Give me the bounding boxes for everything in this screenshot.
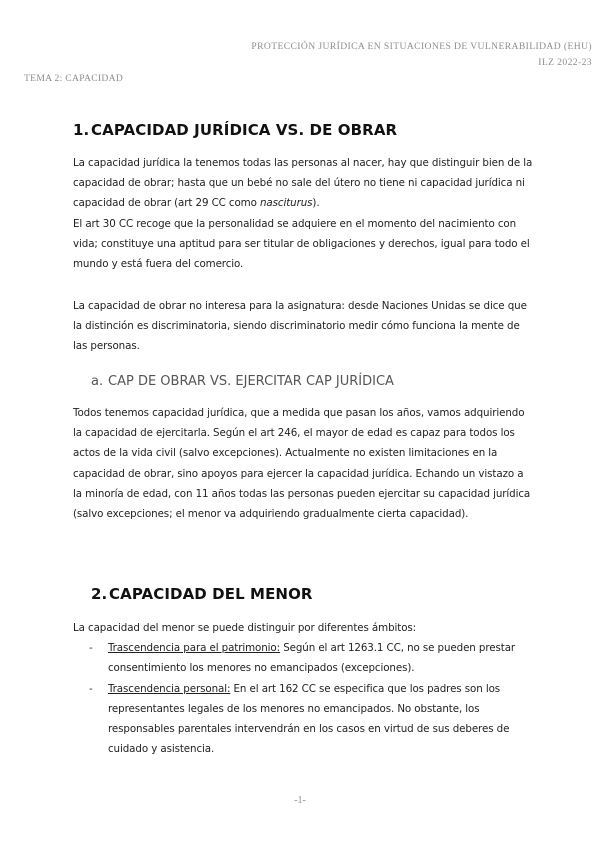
section-2-list: [73, 638, 533, 759]
subsection-a-heading: [91, 374, 551, 389]
section-1-paragraph-2: El art 30 CC recoge que la personalidad se adquiere en el momento del nacimiento con vida; constituye una aptitud para ser titular de obligaciones y derechos, igual para todo el mundo y está fuera del comercio.: [73, 217, 530, 271]
dash-bullet: -: [89, 682, 93, 695]
running-header-topic: TEMA 2: CAPACIDAD: [24, 73, 124, 84]
subsection-a-paragraph: Todos tenemos capacidad jurídica, que a medida que pasan los años, vamos adquiriendo la capacidad de ejercitarla. Según el art 246, el mayor de edad es capaz para todos los actos de la vida civil (salvo excepciones). Actualmente no existen limitaciones en la capacidad de obrar, sino apoyos para ejercer la capacidad jurídica. Echando un vistazo a la minoría de edad, con 11 años todas las personas pueden ejercitar su capacidad jurídica (salvo excepciones; el menor va adquiriendo gradualmente cierta capacidad).: [73, 407, 531, 521]
section-1-number: 1.: [73, 121, 90, 139]
section-1-title: CAPACIDAD JURÍDICA VS. DE OBRAR: [91, 121, 398, 139]
subsection-a-title: CAP DE OBRAR VS. EJERCITAR CAP JURÍDICA: [108, 374, 394, 389]
section-1-paragraph-3-wrap: [73, 296, 533, 357]
dash-bullet: -: [89, 642, 93, 655]
page-number: -1-: [294, 795, 306, 806]
list-item: [73, 638, 533, 678]
subsection-a-body: [73, 403, 533, 524]
paragraph-text: ).: [312, 197, 320, 210]
section-2-body: [73, 618, 533, 759]
section-2-title: CAPACIDAD DEL MENOR: [109, 585, 313, 603]
paragraph-text: La capacidad jurídica la tenemos todas las personas al nacer, hay que distinguir bien de la capacidad de obrar; hasta que un bebé no sale del útero no tiene ni capacidad jurídica ni capacidad de obrar (art 29 CC como: [73, 157, 533, 210]
running-header-code: ILZ 2022-23: [538, 57, 592, 68]
list-item-text: En el art 162 CC se especifica que los padres son los representantes legales de los menores no emancipados. No obstante, los responsables parentales intervendrán en los casos en virtud de sus deberes de cuidado y asistencia.: [108, 682, 510, 756]
section-2-heading: [91, 585, 551, 603]
section-1-paragraph-3: La capacidad de obrar no interesa para la asignatura: desde Naciones Unidas se dice que la distinción es discriminatoria, siendo discriminatorio medir cómo funciona la mente de las personas.: [73, 300, 527, 353]
running-header-course: PROTECCIÓN JURÍDICA EN SITUACIONES DE VULNERABILIDAD (EHU): [251, 41, 592, 52]
section-1-paragraph-1: [73, 153, 533, 214]
section-1-body: [73, 153, 533, 274]
section-2-intro: La capacidad del menor se puede distinguir por diferentes ámbitos:: [73, 622, 417, 634]
list-item-label: Trascendencia para el patrimonio:: [108, 642, 281, 655]
subsection-a-number: a.: [91, 374, 104, 389]
list-item-text: Según el art 1263.1 CC, no se pueden prestar consentimiento los menores no emancipados (excepciones).: [108, 642, 516, 675]
list-item-label: Trascendencia personal:: [108, 682, 231, 695]
list-item: [73, 679, 533, 760]
section-1-heading: [73, 121, 533, 139]
italic-term: nasciturus: [260, 197, 313, 210]
section-2-number: 2.: [91, 585, 108, 603]
